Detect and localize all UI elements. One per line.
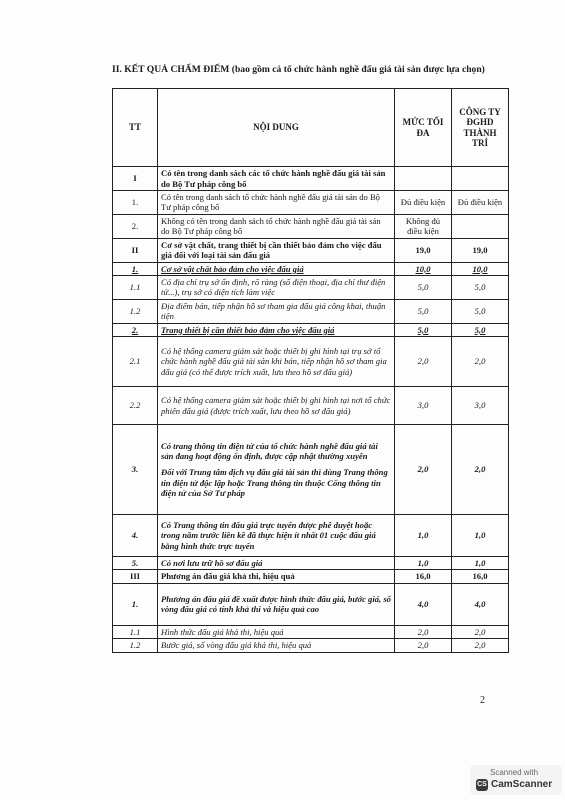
row-tt: 1.1 [113, 276, 158, 300]
row-max: Không đủ điều kiện [395, 214, 452, 238]
row-content-text: Có trang thông tin điện tử của tổ chức hành nghề đấu giá tài sản đang hoạt động ổn định, được cập nhật thường xuyên [161, 440, 378, 461]
row-max: 2,0 [395, 425, 452, 515]
row-content [158, 238, 395, 262]
row-tt: 1.2 [113, 299, 158, 323]
table-row [113, 167, 509, 191]
row-tt: 4. [113, 515, 158, 557]
row-content-text: Có tên trong danh sách tổ chức hành nghề đấu giá tài sản do Bộ Tư pháp công bố [161, 192, 380, 213]
table-row [113, 337, 509, 387]
row-content-text: Có hệ thống camera giám sát hoặc thiết bị ghi hình tại nơi tổ chức phiên đấu giá (được trích xuất, lưu theo hồ sơ đấu giá) [161, 395, 391, 416]
row-tt: 2.1 [113, 337, 158, 387]
section-heading: II. KẾT QUẢ CHẤM ĐIỂM (bao gồm cả tổ chức hành nghề đấu giá tài sản được lựa chọn) [112, 64, 485, 75]
row-tt: II [113, 238, 158, 262]
row-tt: 1. [113, 583, 158, 625]
row-tt: 5. [113, 557, 158, 570]
row-score: 3,0 [452, 387, 509, 425]
row-score: 2,0 [452, 425, 509, 515]
row-content [158, 299, 395, 323]
row-score [452, 214, 509, 238]
row-tt: 1.1 [113, 625, 158, 638]
table-row [113, 625, 509, 638]
page-number: 2 [480, 695, 485, 706]
table-row [113, 570, 509, 583]
row-content-text: Có hệ thống camera giám sát hoặc thiết bị ghi hình tại trụ sở tổ chức hành nghề đấu giá tài sản khi bán, tiếp nhận hồ sơ tham gia đấu giá (có thể được trích xuất, lưu theo hồ sơ đấu giá) [161, 345, 387, 377]
row-content-text: Có nơi lưu trữ hồ sơ đấu giá [161, 558, 263, 569]
row-max: 16,0 [395, 570, 452, 583]
score-table [112, 88, 509, 653]
row-content-text: Địa điểm bán, tiếp nhận hồ sơ tham gia đấu giá công khai, thuận tiện [161, 300, 386, 322]
table-header-row [113, 89, 509, 167]
table-row [113, 557, 509, 570]
row-score: 1,0 [452, 557, 509, 570]
row-tt: 2. [113, 323, 158, 336]
row-max: 5,0 [395, 323, 452, 336]
table-row [113, 515, 509, 557]
row-content [158, 167, 395, 191]
row-score: 5,0 [452, 276, 509, 300]
row-max: 2,0 [395, 625, 452, 638]
row-content [158, 570, 395, 583]
table-row [113, 425, 509, 515]
row-content-text: Phương án đấu giá đề xuất được hình thức đấu giá, bước giá, số vòng đấu giá có tính khả thi và hiệu quả cao [161, 593, 391, 615]
table-row [113, 262, 509, 275]
scanner-caption: Scanned with [490, 768, 539, 777]
scanner-brand: CamScanner [491, 779, 553, 790]
row-content [158, 276, 395, 300]
row-content-text: Không có tên trong danh sách tổ chức hành nghề đấu giá tài sản do Bộ Tư pháp công bố [161, 215, 381, 237]
row-tt: 1.2 [113, 639, 158, 652]
row-score: 1,0 [452, 515, 509, 557]
row-content [158, 557, 395, 570]
row-max: 4,0 [395, 583, 452, 625]
table-body [113, 167, 509, 653]
row-score: Đủ điều kiện [452, 191, 509, 215]
row-score: 19,0 [452, 238, 509, 262]
row-content-text: Cơ sở vật chất, trang thiết bị cần thiết bảo đảm cho việc đấu giá đối với loại tài sản đấu giá [161, 239, 382, 261]
row-content [158, 639, 395, 652]
table-row [113, 214, 509, 238]
header-content: NỘI DUNG [158, 89, 395, 167]
row-content [158, 323, 395, 336]
row-score [452, 167, 509, 191]
table-row [113, 238, 509, 262]
row-content-text: Cơ sở vật chất bảo đảm cho việc đấu giá [161, 263, 304, 274]
table-row [113, 323, 509, 336]
table-row [113, 191, 509, 215]
header-company: CÔNG TY ĐGHD THÀNH TRÍ [452, 89, 509, 167]
row-score: 5,0 [452, 299, 509, 323]
row-content-text: Có tên trong danh sách các tổ chức hành nghề đấu giá tài sản do Bộ Tư pháp công bố [161, 168, 386, 189]
row-tt: 2. [113, 214, 158, 238]
row-tt: 1. [113, 191, 158, 215]
row-content-text: Có Trang thông tin đấu giá trực tuyến được phê duyệt hoặc trong năm trước liền kề đã thực hiện ít nhất 01 cuộc đấu giá bằng hình thức trực tuyến [161, 519, 376, 551]
row-score: 2,0 [452, 639, 509, 652]
table-row [113, 276, 509, 300]
row-score: 16,0 [452, 570, 509, 583]
row-tt: 1. [113, 262, 158, 275]
row-max: Đủ điều kiện [395, 191, 452, 215]
table-row [113, 387, 509, 425]
camscanner-logo-icon: CS [476, 779, 488, 791]
row-score: 4,0 [452, 583, 509, 625]
row-score: 5,0 [452, 323, 509, 336]
row-content [158, 191, 395, 215]
row-content-text: Có địa chỉ trụ sở ổn định, rõ ràng (số điện thoại, địa chỉ thư điện tử...), trụ sở có diện tích làm việc [161, 277, 386, 298]
row-tt: 3. [113, 425, 158, 515]
row-content [158, 387, 395, 425]
row-tt: I [113, 167, 158, 191]
row-max: 3,0 [395, 387, 452, 425]
row-max: 1,0 [395, 515, 452, 557]
row-max: 19,0 [395, 238, 452, 262]
row-content [158, 515, 395, 557]
row-max: 1,0 [395, 557, 452, 570]
row-content [158, 425, 395, 515]
row-score: 2,0 [452, 625, 509, 638]
row-content [158, 625, 395, 638]
row-tt: 2.2 [113, 387, 158, 425]
header-max: MỨC TỐI ĐA [395, 89, 452, 167]
row-content [158, 214, 395, 238]
row-max: 10,0 [395, 262, 452, 275]
row-content-text: Phương án đấu giá khả thi, hiệu quả [161, 571, 295, 582]
row-score: 2,0 [452, 337, 509, 387]
row-content-text: Bước giá, số vòng đấu giá khả thi, hiệu quả [161, 640, 312, 651]
row-content [158, 337, 395, 387]
row-content-text: Hình thức đấu giá khả thi, hiệu quả [161, 626, 284, 637]
row-content [158, 583, 395, 625]
row-content-text: Trang thiết bị cần thiết bảo đảm cho việc đấu giá [161, 324, 335, 335]
row-tt: III [113, 570, 158, 583]
scanner-watermark [470, 765, 562, 795]
row-max [395, 167, 452, 191]
row-max: 2,0 [395, 639, 452, 652]
header-tt: TT [113, 89, 158, 167]
table-row [113, 583, 509, 625]
table-row [113, 299, 509, 323]
row-content-note: Đối với Trung tâm dịch vụ đấu giá tài sản thì dùng Trang thông tin điện tử độc lập hoặc Trang thông tin thuộc Cổng thông tin điện tử của Sở Tư pháp [161, 467, 388, 499]
row-max: 5,0 [395, 299, 452, 323]
row-max: 5,0 [395, 276, 452, 300]
row-score: 10,0 [452, 262, 509, 275]
row-content [158, 262, 395, 275]
row-max: 2,0 [395, 337, 452, 387]
table-row [113, 639, 509, 652]
